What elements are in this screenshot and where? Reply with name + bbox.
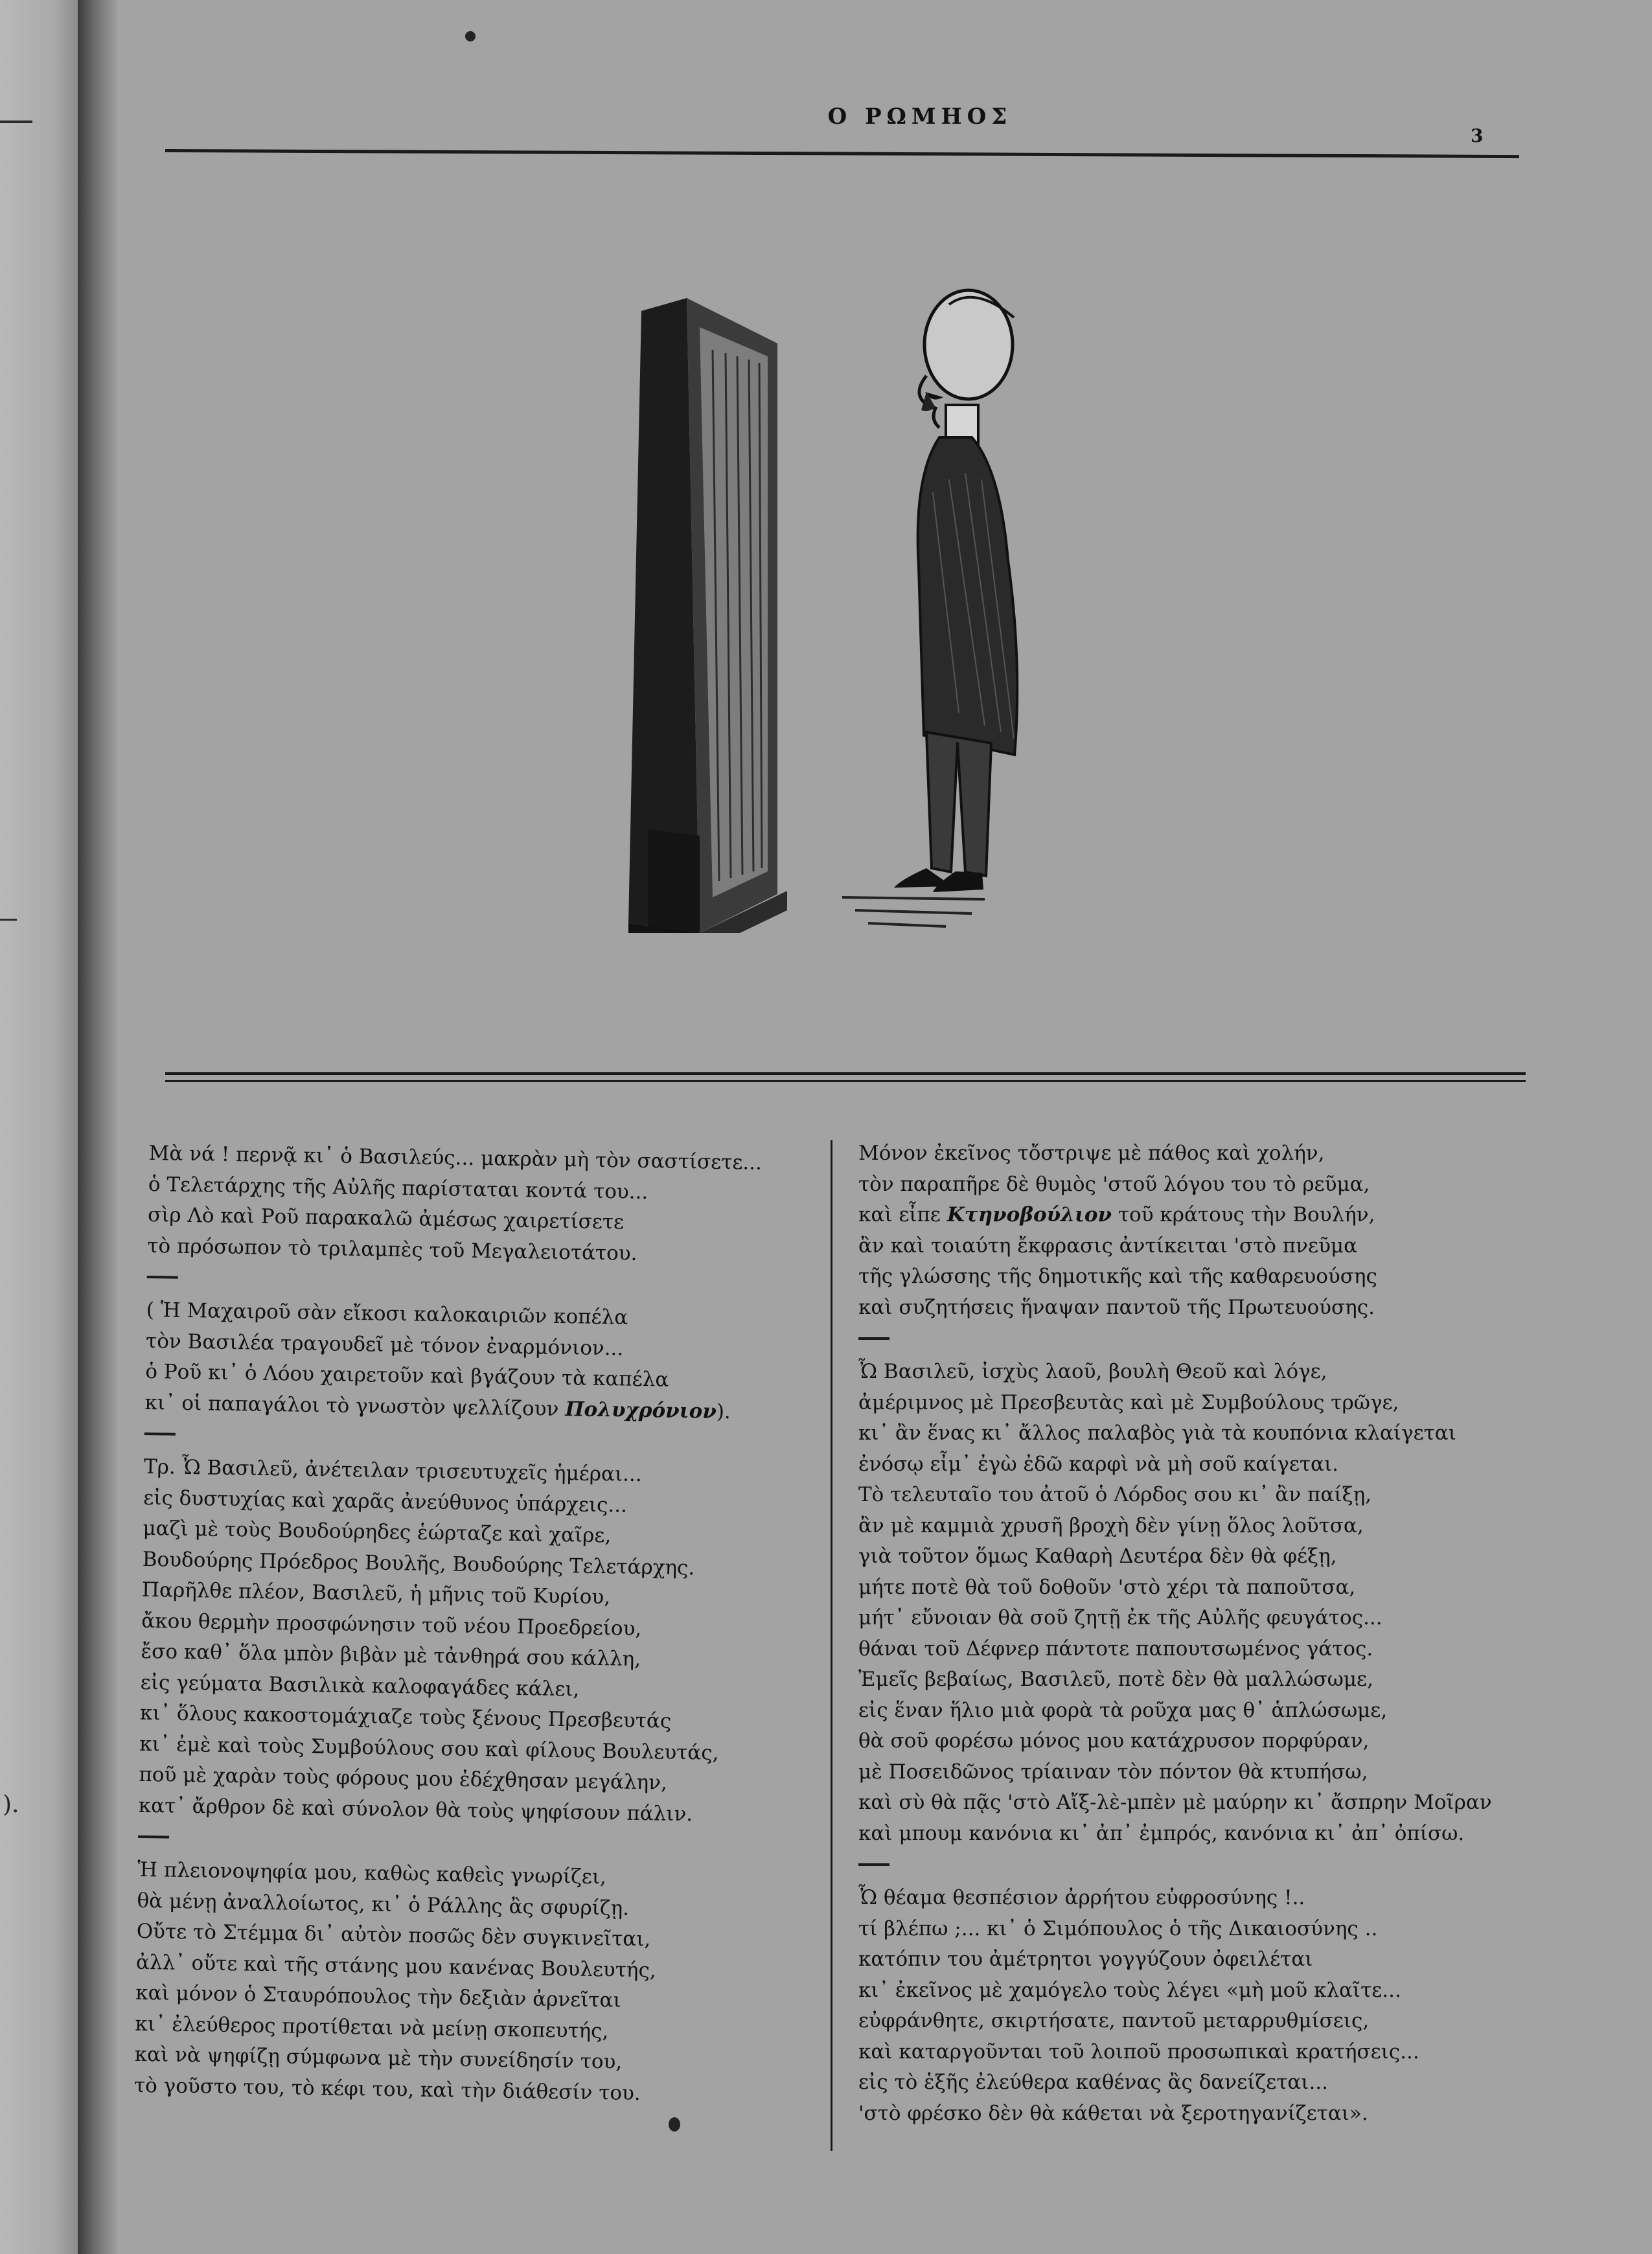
verse-line: εἰς γεύματα Βασιλικὰ καλοφαγάδες κάλει,	[140, 1670, 580, 1701]
verse-line: θάναι τοῦ Δέφνερ πάντοτε παπουτσωμένος γάτος.	[858, 1637, 1373, 1661]
column-divider	[831, 1140, 832, 2151]
verse-line-text: κι᾽ οἱ παπαγάλοι τὸ γνωστὸν ψελλίζουν	[144, 1390, 566, 1421]
verse-line: τῆς γλώσσης τῆς δημοτικῆς καὶ τῆς καθαρευούσης	[858, 1265, 1377, 1288]
left-column	[134, 1138, 826, 2111]
verse-line: τί βλέπω ;... κι᾽ ὁ Σιμόπουλος ὁ τῆς Δικαιοσύνης ..	[858, 1916, 1378, 1940]
ink-speck	[669, 2117, 680, 2132]
verse-line: ἂν μὲ καμμιὰ χρυσῆ βροχὴ δὲν γίνῃ ὅλος λοῦτσα,	[858, 1513, 1364, 1537]
verse-line: τὸν παραπῆρε δὲ θυμὸς 'στοῦ λόγου του τὸ ρεῦμα,	[858, 1172, 1370, 1196]
verse-line: ποῦ μὲ χαρὰν τοὺς φόρους μου ἐδέχθησαν μεγάλην,	[139, 1762, 668, 1795]
stanza-separator	[858, 1337, 889, 1340]
verse-line: Ὦ θέαμα θεσπέσιον ἀρρήτου εὐφροσύνης !..	[858, 1886, 1305, 1909]
verse-line: Ἐμεῖς βεβαίως, Βασιλεῦ, ποτὲ δὲν θὰ μαλλώσωμε,	[858, 1668, 1373, 1691]
page-number: 3	[1471, 125, 1484, 146]
verse-line: καὶ μπουμ κανόνια κι᾽ ἀπ᾽ ἐμπρός, κανόνια κι᾽ ἀπ᾽ ὀπίσω.	[858, 1821, 1465, 1845]
section-rule	[165, 1080, 1526, 1082]
header-rule	[165, 149, 1519, 158]
newspaper-page	[117, 0, 1652, 2254]
standing-man-figure	[842, 290, 1017, 926]
verse-line: μήτ᾽ εὔνοιαν θὰ σοῦ ζητῇ ἐκ τῆς Αὐλῆς φευγάτος...	[858, 1606, 1382, 1629]
verse-line: κι᾽ ἂν ἕνας κι᾽ ἄλλος παλαβὸς γιὰ τὰ κουπόνια κλαίγεται	[858, 1421, 1456, 1445]
verse-line: Οὔτε τὸ Στέμμα δι᾽ αὐτὸν ποσῶς δὲν συγκινεῖται,	[136, 1919, 651, 1951]
ink-speck	[465, 31, 476, 41]
verse-line: ἀλλ᾽ οὔτε καὶ τῆς στάνης μου κανένας Βουλευτής,	[135, 1950, 657, 1982]
masthead-title: Ο ΡΩΜΗΟΣ	[827, 104, 1013, 130]
verse-line: ἐνόσῳ εἶμ᾽ ἐγὼ ἐδῶ καρφὶ νὰ μὴ σοῦ καίγεται.	[858, 1452, 1339, 1476]
verse-line: Τὸ τελευταῖο του ἀτοῦ ὁ Λόρδος σου κι᾽ ἂν παίξῃ,	[858, 1483, 1372, 1506]
verse-line: κατόπιν του ἀμέτρητοι γογγύζουν ὀφειλέται	[858, 1948, 1313, 1971]
wooden-panel-engraving	[628, 298, 787, 933]
verse-line: ἄκου θερμὴν προσφώνησιν τοῦ νέου Προεδρείου,	[141, 1609, 642, 1640]
verse-line: εἰς τὸ ἑξῆς ἐλεύθερα καθένας ἂς δανείζεται...	[858, 2071, 1329, 2094]
verse-line: καὶ μόνον ὁ Σταυρόπουλος τὴν δεξιὰν ἀρνεῖται	[135, 1981, 621, 2012]
book-spine-shadow	[78, 0, 117, 2254]
previous-page-edge	[0, 0, 78, 2254]
verse-line: Βουδούρης Πρόεδρος Βουλῆς, Βουδούρης Τελετάρχης.	[142, 1547, 695, 1580]
verse-line: κι᾽ ὅλους κακοστομάχιαζε τοὺς ξένους Πρεσβευτάς	[139, 1701, 672, 1733]
caricature-illustration	[622, 285, 1205, 933]
verse-line: ἀμέριμνος μὲ Πρεσβευτὰς καὶ μὲ Συμβούλους τρῶγε,	[858, 1390, 1399, 1414]
verse-line: εὐφράνθητε, σκιρτήσατε, παντοῦ μεταρρυθμίσεις,	[858, 2009, 1370, 2032]
stanza-separator	[147, 1276, 178, 1279]
verse-line: θὰ μένῃ ἀναλλοίωτος, κι᾽ ὁ Ράλλης ἂς σφυρίζῃ.	[137, 1889, 630, 1920]
verse-line: κι᾽ ἐμὲ καὶ τοὺς Συμβούλους σου καὶ φίλους Βουλευτάς,	[139, 1732, 719, 1765]
verse-line: ὁ Τελετάρχης τῆς Αὐλῆς παρίσταται κοντά του...	[148, 1172, 648, 1204]
stanza	[858, 1357, 1532, 1849]
previous-page-fragment: ).	[3, 1791, 19, 1818]
verse-line: εἰς δυστυχίας καὶ χαρᾶς ἀνεύθυνος ὑπάρχεις...	[143, 1486, 628, 1517]
verse-line: Παρῆλθε πλέον, Βασιλεῦ, ἡ μῆνις τοῦ Κυρίου,	[141, 1578, 611, 1609]
verse-line: ἂν καὶ τοιαύτη ἔκφρασις ἀντίκειται 'στὸ πνεῦμα	[858, 1234, 1358, 1258]
stanza	[144, 1295, 823, 1429]
verse-line: τὸ πρόσωπον τὸ τριλαμπὲς τοῦ Μεγαλειοτάτου.	[147, 1234, 637, 1265]
verse-line: μήτε ποτὲ θὰ τοῦ δοθοῦν 'στὸ χέρι τὰ παποῦτσα,	[858, 1575, 1356, 1599]
stanza	[858, 1138, 1532, 1323]
verse-line-text: καὶ εἶπε	[858, 1203, 947, 1226]
stanza-separator	[138, 1835, 169, 1839]
verse-line-text: ).	[716, 1399, 731, 1423]
stanza-separator	[144, 1432, 176, 1436]
verse-line: Τρ. Ὦ Βασιλεῦ, ἀνέτειλαν τρισευτυχεῖς ἡμέραι...	[143, 1455, 642, 1487]
italic-word: Πολυχρόνιον	[565, 1397, 717, 1423]
italic-word: Κτηνοβούλιον	[946, 1203, 1112, 1226]
verse-line: ἔσο καθ᾽ ὅλα μπὸν βιβὰν μὲ τἀνθηρά σου κάλλη,	[141, 1639, 641, 1672]
previous-page-dash	[0, 919, 17, 921]
previous-page-rule	[0, 121, 32, 123]
verse-line: καὶ καταργοῦνται τοῦ λοιποῦ προσωπικαὶ κρατήσεις...	[858, 2040, 1419, 2064]
verse-line: κι᾽ ἐλεύθερος προτίθεται νὰ μείνῃ σκοπευτής,	[135, 2012, 609, 2043]
verse-line: τὸν Βασιλέα τραγουδεῖ μὲ τόνον ἐναρμόνιον...	[145, 1329, 624, 1361]
verse-line: θὰ σοῦ φορέσω μόνος μου κατάχρυσον πορφύραν,	[858, 1729, 1370, 1753]
right-column	[858, 1138, 1532, 2129]
verse-line: ( Ἡ Μαχαιροῦ σὰν εἴκοσι καλοκαιριῶν κοπέλα	[146, 1298, 628, 1329]
stanza	[138, 1452, 821, 1832]
verse-line: καὶ σὺ θὰ πᾷς 'στὸ Αἴξ-λὲ-μπὲν μὲ μαύρην κι᾽ ἄσπρην Μοῖραν	[858, 1791, 1492, 1814]
stanza	[858, 1883, 1532, 2129]
verse-line: Ἡ πλειονοψηφία μου, καθὼς καθεὶς γνωρίζει,	[137, 1857, 607, 1889]
verse-line: καὶ συζητήσεις ἥναψαν παντοῦ τῆς Πρωτευούσης.	[858, 1295, 1375, 1319]
stanza-separator	[858, 1863, 889, 1866]
verse-line: καὶ νὰ ψηφίζῃ σύμφωνα μὲ τὴν συνείδησίν του,	[134, 2042, 623, 2074]
section-rule	[165, 1072, 1526, 1075]
verse-line: γιὰ τοῦτον ὅμως Καθαρὴ Δευτέρα δὲν θὰ φέξῃ,	[858, 1545, 1337, 1568]
verse-line: εἰς ἕναν ἥλιο μιὰ φορὰ τὰ ροῦχα μας θ᾽ ἁπλώσωμε,	[858, 1698, 1388, 1722]
verse-line	[858, 1200, 1532, 1231]
verse-line: σὶρ Λὸ καὶ Ροῦ παρακαλῶ ἀμέσως χαιρετίσετε	[147, 1202, 625, 1234]
verse-line: τὸ γοῦστο του, τὸ κέφι του, καὶ τὴν διάθεσίν του.	[133, 2073, 641, 2105]
verse-line: μαζὶ μὲ τοὺς Βουδούρηδες ἑώρταζε καὶ χαῖρε,	[143, 1516, 612, 1548]
stanza	[134, 1855, 815, 2111]
verse-line: 'στὸ φρέσκο δὲν θὰ κάθεται νὰ ξεροτηγανίζεται».	[858, 2101, 1368, 2125]
verse-line: κι᾽ ἐκεῖνος μὲ χαμόγελο τοὺς λέγει «μὴ μοῦ κλαῖτε...	[858, 1978, 1401, 2002]
verse-line: ὁ Ροῦ κι᾽ ὁ Λόου χαιρετοῦν καὶ βγάζουν τὰ καπέλα	[145, 1359, 669, 1392]
verse-line: μὲ Ποσειδῶνος τρίαιναν τὸν πόντον θὰ κτυπήσω,	[858, 1760, 1368, 1784]
verse-line: κατ᾽ ἄρθρον δὲ καὶ σύνολον θὰ τοὺς ψηφίσουν πάλιν.	[138, 1793, 693, 1826]
verse-line: Μὰ νά ! περνᾷ κι᾽ ὁ Βασιλεύς... μακρὰν μὴ τὸν σαστίσετε...	[148, 1141, 763, 1175]
stanza	[147, 1138, 826, 1272]
verse-line-text: τοῦ κράτους τὴν Βουλήν,	[1112, 1203, 1375, 1226]
verse-line: Μόνον ἐκεῖνος τὄστριψε μὲ πάθος καὶ χολήν,	[858, 1142, 1325, 1165]
verse-line: Ὦ Βασιλεῦ, ἰσχὺς λαοῦ, βουλὴ Θεοῦ καὶ λόγε,	[858, 1360, 1327, 1383]
